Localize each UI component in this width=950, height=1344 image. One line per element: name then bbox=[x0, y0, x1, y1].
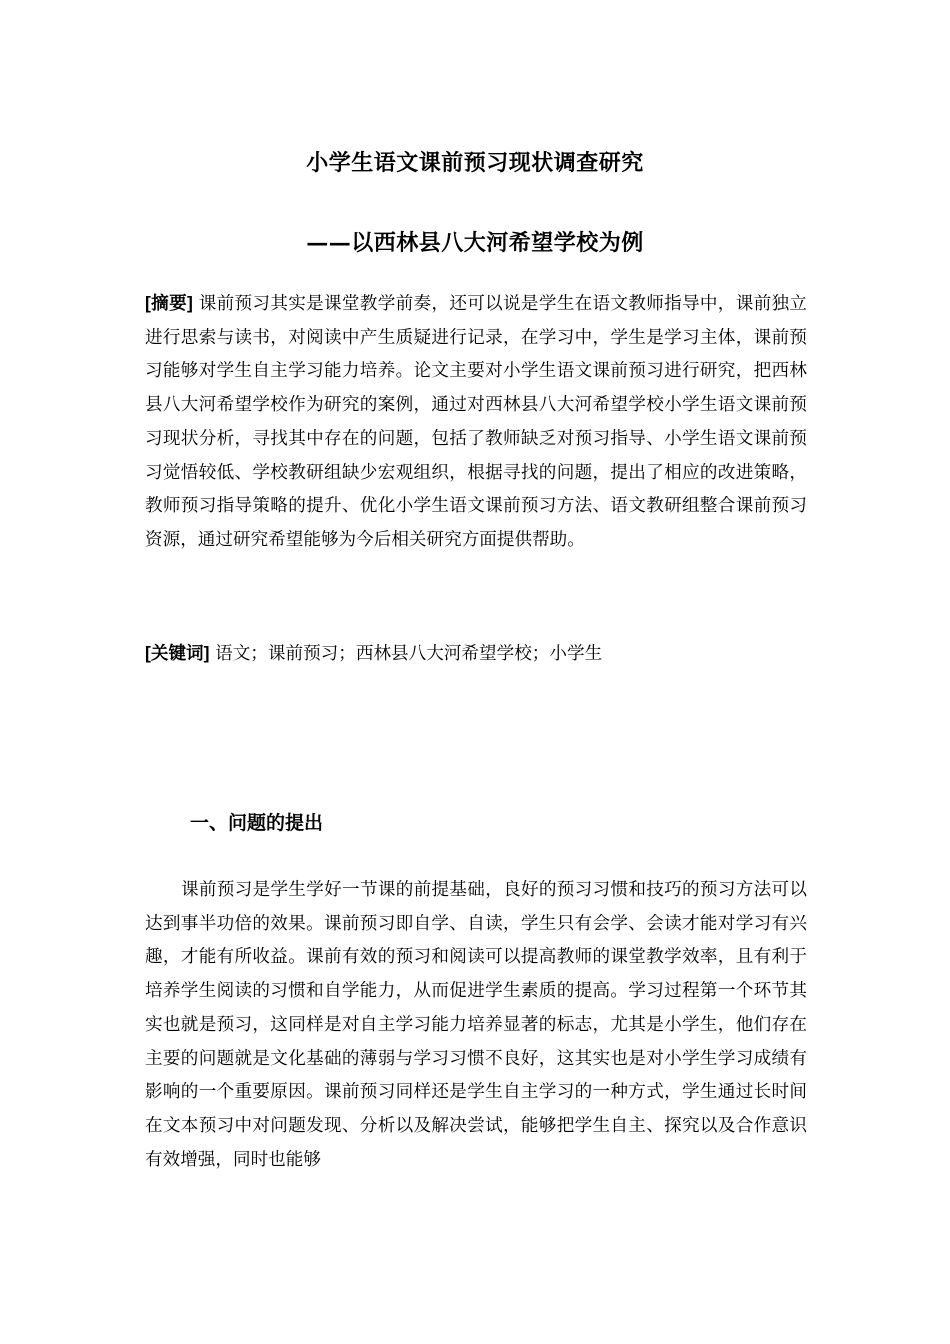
abstract-label: [摘要] bbox=[145, 293, 193, 313]
keywords-paragraph bbox=[145, 637, 807, 672]
section-heading: 一、问题的提出 bbox=[190, 813, 324, 834]
abstract-text: 课前预习其实是课堂教学前奏，还可以说是学生在语文教师指导中，课前独立进行思索与读书，对阅读中产生质疑进行记录，在学习中，学生是学习主体，课前预习能够对学生自主学习能力培养。论文主要对小学生语文课前预习进行研究，把西林县八大河希望学校作为研究的案例，通过对西林县八大河希望学校小学生语文课前预习现状分析，寻找其中存在的问题，包括了教师缺乏对预习指导、小学生语文课前预习觉悟较低、学校教研组缺少宏观组织，根据寻找的问题，提出了相应的改进策略，教师预习指导策略的提升、优化小学生语文课前预习方法、语文教研组整合课前预习资源，通过研究希望能够为今后相关研究方面提供帮助。 bbox=[145, 294, 808, 550]
abstract-paragraph bbox=[145, 287, 807, 558]
keywords-label: [关键词] bbox=[145, 643, 210, 663]
body-paragraph: 课前预习是学生学好一节课的前提基础，良好的预习习惯和技巧的预习方法可以达到事半功倍的效果。课前预习即自学、自读，学生只有会学、会读才能对学习有兴趣，才能有所收益。课前有效的预习和阅读可以提高教师的课堂教学效率，且有利于培养学生阅读的习惯和自学能力，从而促进学生素质的提高。学习过程第一个环节其实也就是预习，这同样是对自主学习能力培养显著的标志，尤其是小学生，他们存在主要的问题就是文化基础的薄弱与学习习惯不良好，这其实也是对小学生学习成绩有影响的一个重要原因。课前预习同样还是学生自主学习的一种方式，学生通过长时间在文本预习中对问题发现、分析以及解决尝试，能够把学生自主、探究以及合作意识有效增强，同时也能够 bbox=[145, 880, 807, 1170]
document-subtitle: ——以西林县八大河希望学校为例 bbox=[306, 230, 644, 256]
keywords-text: 语文；课前预习；西林县八大河希望学校；小学生 bbox=[215, 644, 603, 664]
document-title: 小学生语文课前预习现状调查研究 bbox=[306, 150, 644, 176]
